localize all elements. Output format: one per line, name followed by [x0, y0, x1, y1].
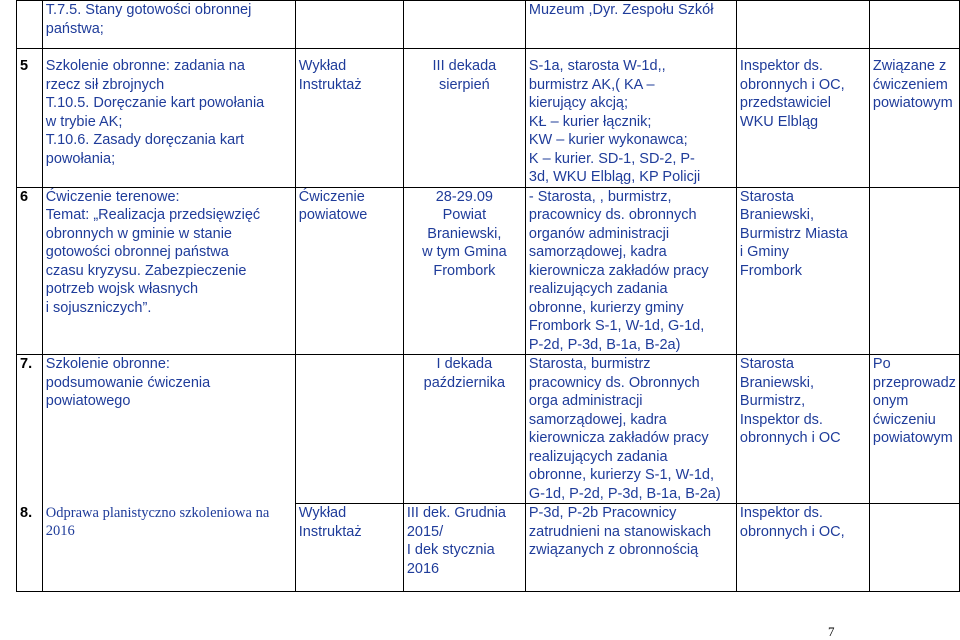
- form-line: Instruktaż: [298, 76, 362, 93]
- table-row: [17, 355, 960, 504]
- cell-date: [403, 355, 525, 504]
- form-line: Wykład: [298, 58, 347, 74]
- date-line: III dek. Grudnia: [406, 505, 506, 521]
- topic-line: T.10.5. Doręczanie kart powołania: [45, 95, 265, 111]
- participants-line: kierujący akcją;: [528, 95, 629, 111]
- participants-line: orga administracji: [528, 393, 643, 409]
- date-line: 2015/: [406, 523, 444, 540]
- row-number: 6: [20, 188, 29, 205]
- responsible-line: Inspektor ds.: [739, 411, 823, 428]
- cell-responsible: [736, 49, 869, 188]
- participants-line: zatrudnieni na stanowiskach: [528, 523, 712, 540]
- participants-line: samorządowej, kadra: [528, 411, 667, 428]
- participants-line: 3d, WKU Elbląg, KP Policji: [528, 169, 701, 185]
- topic-line: Szkolenie obronne: zadania na: [45, 58, 245, 74]
- participants-line: obronne, kurierzy gminy: [528, 299, 684, 316]
- topic-line: państwa;: [45, 20, 104, 37]
- cell-topic: [42, 49, 295, 188]
- topic-line: i sojuszniczych”.: [45, 299, 152, 316]
- cell-date: [403, 49, 525, 188]
- table-row: [17, 1, 960, 49]
- cell-date: [403, 504, 525, 592]
- page-number: 7: [828, 624, 835, 639]
- cell-responsible: [736, 355, 869, 504]
- cell-topic: [42, 504, 295, 592]
- topic-line: rzecz sił zbrojnych: [45, 76, 165, 93]
- responsible-line: Starosta: [739, 356, 794, 372]
- cell-notes: [869, 355, 959, 504]
- table-row: [17, 49, 960, 188]
- responsible-line: obronnych i OC,: [739, 523, 845, 540]
- cell-form: [295, 355, 403, 504]
- training-schedule-table: [16, 0, 960, 592]
- date-line: 2016: [406, 560, 440, 577]
- topic-line: 2016: [45, 523, 75, 539]
- responsible-line: obronnych i OC: [739, 430, 841, 446]
- responsible-line: Burmistrz Miasta: [739, 225, 848, 242]
- cell-participants: [525, 504, 736, 592]
- cell-notes: [869, 1, 959, 49]
- participants-line: KŁ – kurier łącznik;: [528, 113, 652, 130]
- notes-line: powiatowym: [872, 95, 953, 111]
- date-line: I dekada: [436, 356, 493, 372]
- responsible-line: Starosta: [739, 188, 794, 205]
- cell-no: [17, 504, 43, 592]
- cell-topic: [42, 187, 295, 355]
- notes-line: przeprowadz: [872, 374, 956, 391]
- cell-form: [295, 504, 403, 592]
- row-number: 8.: [20, 504, 33, 521]
- cell-participants: [525, 49, 736, 188]
- cell-form: [295, 187, 403, 355]
- date-line: Braniewski,: [427, 225, 502, 242]
- cell-no: [17, 49, 43, 188]
- topic-line: podsumowanie ćwiczenia: [45, 374, 211, 391]
- notes-line: powiatowym: [872, 430, 953, 446]
- participants-line: kierownicza zakładów pracy: [528, 262, 709, 279]
- participants-line: KW – kurier wykonawca;: [528, 132, 688, 148]
- responsible-line: Braniewski,: [739, 374, 815, 391]
- date-line: 28-29.09: [435, 188, 493, 205]
- date-line: Frombork: [433, 262, 496, 279]
- topic-line: obronnych w gminie w stanie: [45, 225, 232, 242]
- cell-participants: [525, 187, 736, 355]
- topic-line: gotowości obronnej państwa: [45, 244, 229, 260]
- participants-line: burmistrz AK,( KA –: [528, 76, 655, 93]
- participants-line: - Starosta, , burmistrz,: [528, 188, 672, 205]
- cell-responsible: [736, 187, 869, 355]
- cell-participants: [525, 1, 736, 49]
- participants-line: Muzeum ,Dyr. Zespołu Szkół: [528, 2, 714, 18]
- cell-form: [295, 49, 403, 188]
- date-line: w tym Gmina: [422, 244, 507, 260]
- form-line: Instruktaż: [298, 523, 362, 540]
- date-line: Powiat: [442, 207, 487, 223]
- cell-form: [295, 1, 403, 49]
- topic-line: Ćwiczenie terenowe:: [45, 188, 180, 205]
- table-row: [17, 504, 960, 592]
- notes-line: onym: [872, 393, 909, 409]
- participants-line: K – kurier. SD-1, SD-2, P-: [528, 150, 695, 167]
- date-line: I dek stycznia: [406, 542, 495, 558]
- participants-line: realizujących zadania: [528, 281, 668, 297]
- responsible-line: WKU Elbląg: [739, 113, 819, 130]
- participants-line: realizujących zadania: [528, 448, 668, 465]
- responsible-line: Frombork: [739, 262, 802, 279]
- notes-line: ćwiczeniu: [872, 411, 936, 428]
- date-line: III dekada: [432, 58, 497, 74]
- notes-line: Po: [872, 356, 891, 372]
- topic-line: czasu kryzysu. Zabezpieczenie: [45, 262, 247, 279]
- form-line: Wykład: [298, 505, 347, 521]
- participants-line: P-2d, P-3d, B-1a, B-2a): [528, 336, 681, 353]
- responsible-line: Burmistrz,: [739, 393, 806, 409]
- cell-date: [403, 1, 525, 49]
- participants-line: organów administracji: [528, 225, 670, 242]
- cell-responsible: [736, 1, 869, 49]
- participants-line: pracownicy ds. obronnych: [528, 207, 697, 223]
- responsible-line: Braniewski,: [739, 207, 815, 223]
- participants-line: Frombork S-1, W-1d, G-1d,: [528, 318, 705, 334]
- row-number: 5: [20, 58, 29, 74]
- participants-line: G-1d, P-2d, P-3d, B-1a, B-2a): [528, 485, 721, 502]
- cell-notes: [869, 504, 959, 592]
- participants-line: Starosta, burmistrz: [528, 356, 651, 372]
- participants-line: związanych z obronnością: [528, 542, 699, 558]
- participants-line: S-1a, starosta W-1d,,: [528, 58, 666, 74]
- responsible-line: przedstawiciel: [739, 95, 831, 111]
- participants-line: samorządowej, kadra: [528, 244, 667, 260]
- cell-topic: [42, 355, 295, 504]
- cell-date: [403, 187, 525, 355]
- cell-participants: [525, 355, 736, 504]
- cell-no: [17, 1, 43, 49]
- form-line: powiatowe: [298, 207, 368, 223]
- responsible-line: obronnych i OC,: [739, 76, 845, 93]
- responsible-line: Inspektor ds.: [739, 505, 823, 521]
- topic-line: Szkolenie obronne:: [45, 356, 170, 372]
- topic-line: Temat: „Realizacja przedsięwzięć: [45, 207, 261, 223]
- topic-line: T.7.5. Stany gotowości obronnej: [45, 2, 252, 18]
- topic-line: potrzeb wojsk własnych: [45, 281, 199, 297]
- cell-no: [17, 355, 43, 504]
- topic-line: w trybie AK;: [45, 113, 123, 130]
- notes-line: ćwiczeniem: [872, 76, 948, 93]
- topic-line: T.10.6. Zasady doręczania kart: [45, 132, 245, 148]
- cell-responsible: [736, 504, 869, 592]
- row-number: 7.: [20, 356, 33, 372]
- topic-line: powiatowego: [45, 393, 131, 409]
- topic-line: Odprawa planistyczno szkoleniowa na: [45, 504, 270, 521]
- participants-line: pracownicy ds. Obronnych: [528, 374, 700, 391]
- date-line: sierpień: [438, 76, 490, 93]
- topic-line: powołania;: [45, 150, 116, 167]
- cell-no: [17, 187, 43, 355]
- participants-line: kierownicza zakładów pracy: [528, 430, 709, 446]
- notes-line: Związane z: [872, 58, 947, 74]
- table-row: [17, 187, 960, 355]
- participants-line: obronne, kurierzy S-1, W-1d,: [528, 467, 714, 483]
- cell-notes: [869, 187, 959, 355]
- cell-notes: [869, 49, 959, 188]
- cell-topic: [42, 1, 295, 49]
- date-line: października: [423, 374, 506, 391]
- responsible-line: Inspektor ds.: [739, 58, 823, 74]
- form-line: Ćwiczenie: [298, 188, 365, 205]
- responsible-line: i Gminy: [739, 244, 790, 260]
- participants-line: P-3d, P-2b Pracownicy: [528, 505, 677, 521]
